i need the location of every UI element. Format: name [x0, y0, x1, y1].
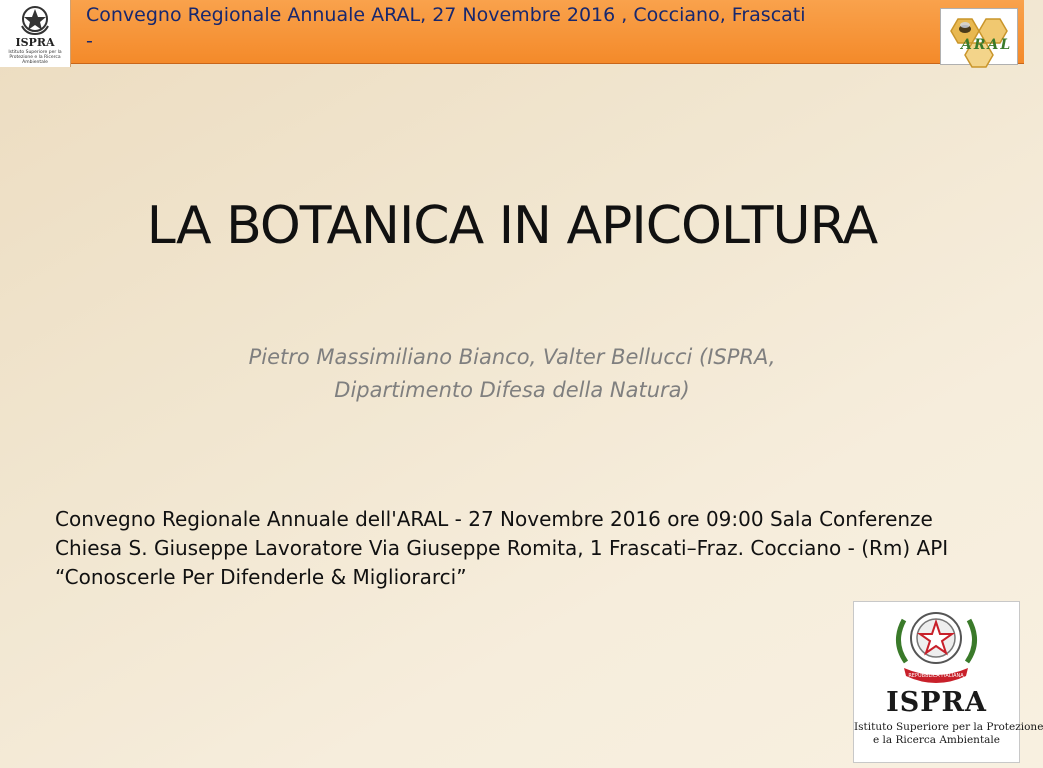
aral-logo-text: ARAL	[961, 37, 1013, 53]
ispra-logo-description	[854, 721, 1043, 747]
aral-logo	[940, 8, 1018, 65]
event-info-line-3: “Conoscerle Per Difenderle & Migliorarci”	[55, 565, 467, 589]
event-info-line-2: Chiesa S. Giuseppe Lavoratore Via Giuseppe Romita, 1 Frascati–Fraz. Cocciano - (Rm) API	[55, 536, 949, 560]
header-line-1: Convegno Regionale Annuale ARAL, 27 Novembre 2016 , Cocciano, Frascati	[86, 4, 806, 26]
ispra-logo	[853, 601, 1043, 763]
header-text	[86, 2, 886, 54]
slide-subtitle	[160, 341, 864, 407]
header-line-2: -	[86, 30, 93, 52]
ispra-desc-line-2: e la Ricerca Ambientale	[872, 734, 1000, 746]
slide-title: LA BOTANICA IN APICOLTURA	[146, 196, 878, 256]
svg-text:REPUBBLICA ITALIANA: REPUBBLICA ITALIANA	[908, 673, 964, 679]
subtitle-line-1: Pietro Massimiliano Bianco, Valter Bellucci (ISPRA,	[248, 345, 776, 369]
italian-republic-emblem-icon	[854, 602, 1019, 687]
ispra-header-logo-text: ISPRA	[15, 36, 55, 49]
ispra-logo-name: ISPRA	[886, 687, 987, 718]
subtitle-line-2: Dipartimento Difesa della Natura)	[334, 378, 690, 402]
ispra-desc-line-1: Istituto Superiore per la Protezione	[854, 721, 1043, 733]
ispra-header-logo	[0, 0, 71, 67]
event-info-line-1: Convegno Regionale Annuale dell'ARAL - 27 Novembre 2016 ore 09:00 Sala Conferenze	[55, 507, 933, 531]
event-info	[55, 505, 1015, 592]
ispra-header-logo-subtext: Istituto Superiore per la Protezione e la Ricerca Ambientale	[8, 50, 62, 65]
